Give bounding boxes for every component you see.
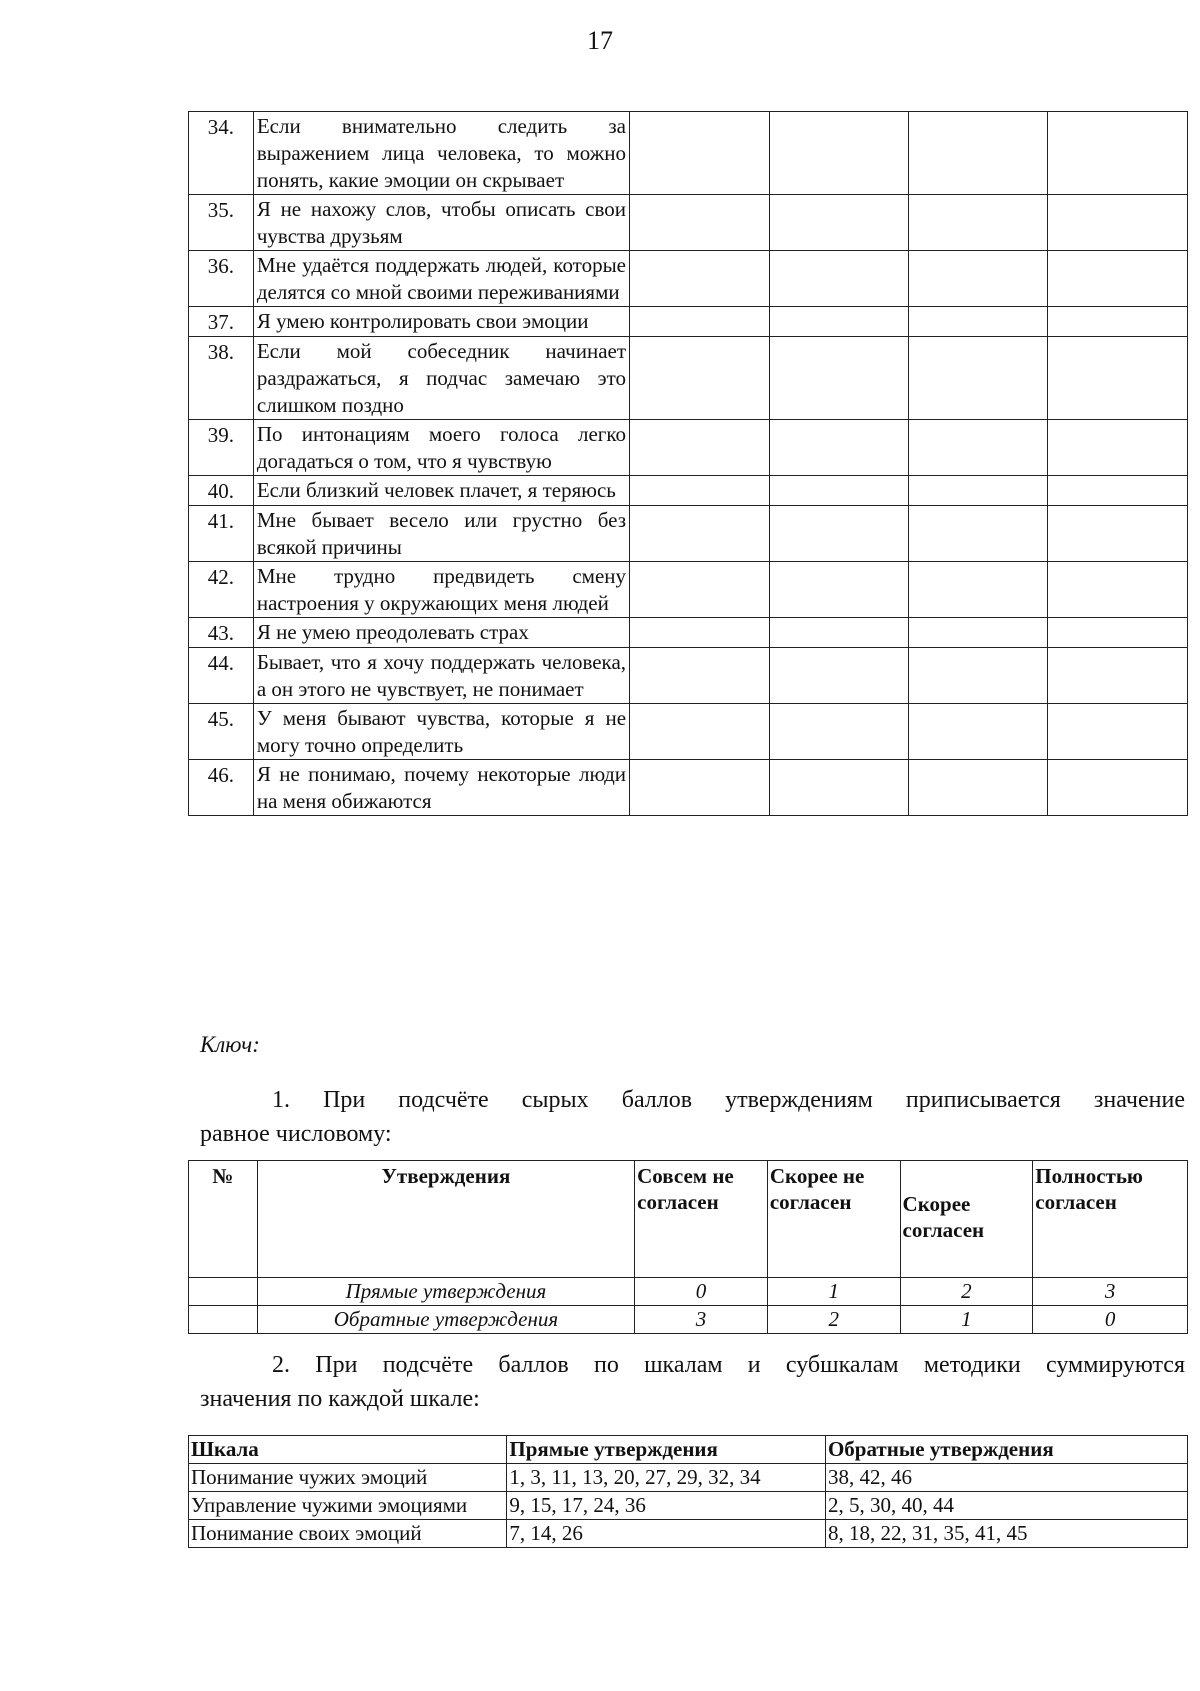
answer-cell[interactable] [769, 618, 908, 648]
question-number: 35. [189, 195, 254, 251]
scales-instruction-line1: 2. При подсчёте баллов по шкалам и субшкалам методики суммируются [272, 1352, 1185, 1378]
question-text: Если внимательно следить за выражением лица человека, то можно понять, какие эмоции он скрывает [253, 112, 629, 195]
questionnaire-table [188, 111, 1188, 816]
question-number: 44. [189, 648, 254, 704]
question-row [189, 420, 1188, 476]
answer-cell[interactable] [908, 420, 1047, 476]
score-cell: 3 [635, 1306, 768, 1334]
score-header-statements: Утверждения [257, 1161, 634, 1278]
answer-cell[interactable] [908, 618, 1047, 648]
answer-cell[interactable] [630, 337, 769, 420]
answer-cell[interactable] [908, 337, 1047, 420]
question-text: Мне трудно предвидеть смену настроения у окружающих меня людей [253, 562, 629, 618]
scale-header-direct: Прямые утверждения [507, 1436, 826, 1464]
answer-cell[interactable] [908, 506, 1047, 562]
answer-cell[interactable] [908, 704, 1047, 760]
answer-cell[interactable] [1048, 648, 1188, 704]
score-row-label: Прямые утверждения [257, 1278, 634, 1306]
question-text: Бывает, что я хочу поддержать человека, а он этого не чувствует, не понимает [253, 648, 629, 704]
scoring-instruction-line1: 1. При подсчёте сырых баллов утверждениям приписывается значение [272, 1087, 1185, 1113]
question-number: 37. [189, 307, 254, 337]
question-row [189, 337, 1188, 420]
answer-cell[interactable] [769, 307, 908, 337]
question-number: 41. [189, 506, 254, 562]
question-number: 38. [189, 337, 254, 420]
answer-cell[interactable] [908, 112, 1047, 195]
score-row-num [189, 1306, 258, 1334]
scale-direct-items: 9, 15, 17, 24, 36 [507, 1492, 826, 1520]
answer-cell[interactable] [769, 476, 908, 506]
question-text: Если мой собеседник начинает раздражаться, я подчас замечаю это слишком поздно [253, 337, 629, 420]
question-number: 43. [189, 618, 254, 648]
score-header-disagree: Совсем не согласен [635, 1161, 768, 1278]
answer-cell[interactable] [1048, 476, 1188, 506]
question-row [189, 112, 1188, 195]
question-text: Я не умею преодолевать страх [253, 618, 629, 648]
scale-name: Управление чужими эмоциями [189, 1492, 507, 1520]
score-cell: 2 [767, 1306, 900, 1334]
score-header-rather-agree: Скорее согласен [900, 1161, 1033, 1278]
answer-cell[interactable] [1048, 195, 1188, 251]
question-number: 34. [189, 112, 254, 195]
answer-cell[interactable] [769, 704, 908, 760]
scale-reverse-items: 38, 42, 46 [825, 1464, 1187, 1492]
question-text: Если близкий человек плачет, я теряюсь [253, 476, 629, 506]
answer-cell[interactable] [908, 307, 1047, 337]
answer-cell[interactable] [630, 476, 769, 506]
answer-cell[interactable] [769, 337, 908, 420]
question-text: Мне удаётся поддержать людей, которые делятся со мной своими переживаниями [253, 251, 629, 307]
answer-cell[interactable] [908, 562, 1047, 618]
question-number: 45. [189, 704, 254, 760]
question-row [189, 476, 1188, 506]
score-row-label: Обратные утверждения [257, 1306, 634, 1334]
question-text: Я умею контролировать свои эмоции [253, 307, 629, 337]
question-text: По интонациям моего голоса легко догадаться о том, что я чувствую [253, 420, 629, 476]
answer-cell[interactable] [630, 195, 769, 251]
scale-header-reverse: Обратные утверждения [825, 1436, 1187, 1464]
score-cell: 3 [1033, 1278, 1188, 1306]
answer-cell[interactable] [630, 506, 769, 562]
answer-cell[interactable] [769, 420, 908, 476]
question-text: Я не понимаю, почему некоторые люди на меня обижаются [253, 760, 629, 816]
question-row [189, 648, 1188, 704]
answer-cell[interactable] [769, 112, 908, 195]
score-cell: 1 [900, 1306, 1033, 1334]
answer-cell[interactable] [630, 112, 769, 195]
question-row [189, 618, 1188, 648]
question-row [189, 307, 1188, 337]
answer-cell[interactable] [1048, 420, 1188, 476]
score-cell: 0 [635, 1278, 768, 1306]
key-title: Ключ: [200, 1032, 260, 1057]
scales-instruction-line2: значения по каждой шкале: [200, 1386, 480, 1412]
answer-cell[interactable] [769, 195, 908, 251]
question-row [189, 195, 1188, 251]
question-text: У меня бывают чувства, которые я не могу точно определить [253, 704, 629, 760]
answer-cell[interactable] [1048, 307, 1188, 337]
scale-reverse-items: 2, 5, 30, 40, 44 [825, 1492, 1187, 1520]
question-row [189, 251, 1188, 307]
question-number: 42. [189, 562, 254, 618]
answer-cell[interactable] [908, 648, 1047, 704]
answer-cell[interactable] [769, 251, 908, 307]
scoring-instruction-line2: равное числовому: [200, 1121, 392, 1147]
answer-cell[interactable] [769, 648, 908, 704]
answer-cell[interactable] [908, 760, 1047, 816]
question-row [189, 506, 1188, 562]
question-row [189, 562, 1188, 618]
scales-instruction [200, 1348, 1185, 1416]
answer-cell[interactable] [1048, 506, 1188, 562]
answer-cell[interactable] [630, 251, 769, 307]
score-header-fully-agree: Полностью согласен [1033, 1161, 1188, 1278]
answer-cell[interactable] [908, 251, 1047, 307]
scoring-table [188, 1160, 1188, 1334]
answer-cell[interactable] [769, 562, 908, 618]
score-row-num [189, 1278, 258, 1306]
question-row [189, 760, 1188, 816]
scale-direct-items: 1, 3, 11, 13, 20, 27, 29, 32, 34 [507, 1464, 826, 1492]
score-header-num: № [189, 1161, 258, 1278]
scale-name: Понимание чужих эмоций [189, 1464, 507, 1492]
scale-header-scale: Шкала [189, 1436, 507, 1464]
score-cell: 2 [900, 1278, 1033, 1306]
answer-cell[interactable] [630, 704, 769, 760]
answer-cell[interactable] [769, 506, 908, 562]
score-cell: 0 [1033, 1306, 1188, 1334]
answer-cell[interactable] [1048, 760, 1188, 816]
scale-direct-items: 7, 14, 26 [507, 1520, 826, 1548]
answer-cell[interactable] [1048, 251, 1188, 307]
answer-cell[interactable] [630, 420, 769, 476]
question-text: Я не нахожу слов, чтобы описать свои чувства друзьям [253, 195, 629, 251]
score-header-rather-disagree: Скорее не согласен [767, 1161, 900, 1278]
answer-cell[interactable] [630, 562, 769, 618]
score-cell: 1 [767, 1278, 900, 1306]
question-number: 36. [189, 251, 254, 307]
answer-cell[interactable] [630, 307, 769, 337]
answer-cell[interactable] [1048, 112, 1188, 195]
answer-cell[interactable] [1048, 618, 1188, 648]
scales-table [188, 1435, 1188, 1548]
answer-cell[interactable] [1048, 704, 1188, 760]
scale-name: Понимание своих эмоций [189, 1520, 507, 1548]
answer-cell[interactable] [630, 618, 769, 648]
scoring-instruction [200, 1083, 1185, 1151]
page-number: 17 [587, 26, 613, 55]
question-number: 39. [189, 420, 254, 476]
answer-cell[interactable] [908, 195, 1047, 251]
answer-cell[interactable] [1048, 337, 1188, 420]
answer-cell[interactable] [1048, 562, 1188, 618]
answer-cell[interactable] [630, 648, 769, 704]
question-row [189, 704, 1188, 760]
question-number: 40. [189, 476, 254, 506]
scale-reverse-items: 8, 18, 22, 31, 35, 41, 45 [825, 1520, 1187, 1548]
question-text: Мне бывает весело или грустно без всякой причины [253, 506, 629, 562]
answer-cell[interactable] [908, 476, 1047, 506]
answer-cell[interactable] [630, 760, 769, 816]
question-number: 46. [189, 760, 254, 816]
answer-cell[interactable] [769, 760, 908, 816]
